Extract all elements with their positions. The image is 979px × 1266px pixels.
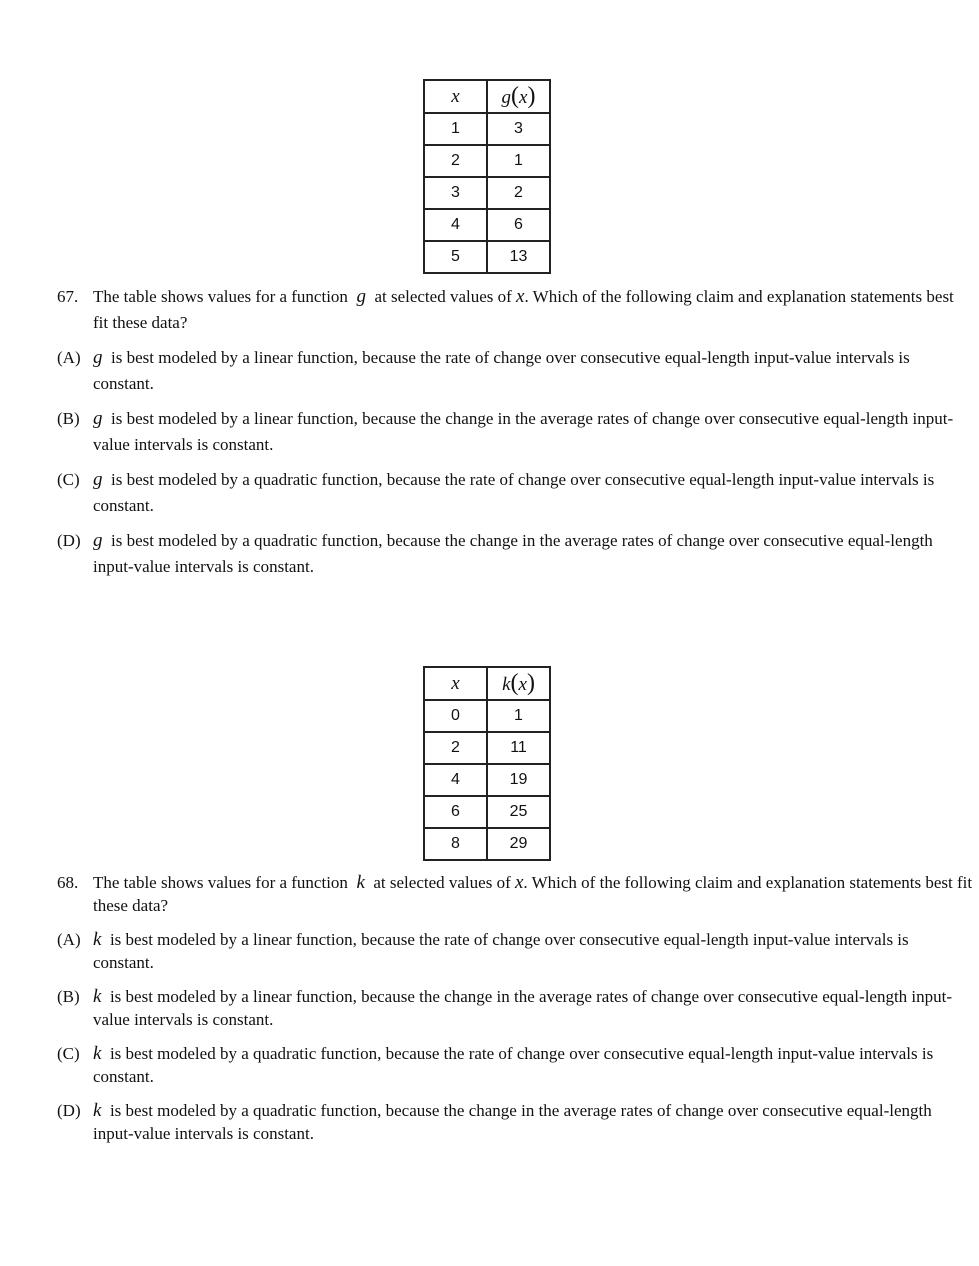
option-var: k: [93, 929, 102, 950]
option-var: k: [93, 986, 102, 1007]
cell-y: 29: [487, 828, 550, 860]
option-label: (C): [57, 470, 80, 489]
option-text: is best modeled by a linear function, because the change in the average rates of change over consecutive equal-length input-value intervals is constant.: [93, 987, 953, 1029]
table-row: [424, 732, 550, 764]
function-name: k: [502, 674, 511, 695]
table-header-row: [424, 80, 550, 113]
question-part3: . Which of the following claim and explanation statements best fit these data?: [93, 287, 954, 332]
cell-y: 13: [487, 241, 550, 273]
answer-option-a[interactable]: [57, 345, 973, 397]
question-part1: The table shows values for a function: [93, 287, 348, 306]
table-header-row: [424, 667, 550, 700]
option-var: g: [93, 469, 103, 490]
question-var-function: g: [356, 286, 366, 307]
option-text: is best modeled by a quadratic function, because the rate of change over consecutive equal-length input-value intervals is constant.: [93, 470, 935, 515]
option-var: k: [93, 1100, 102, 1121]
table-row: [424, 828, 550, 860]
value-table-k: [423, 666, 551, 861]
problem-67: [0, 79, 979, 580]
table-row: [424, 796, 550, 828]
answer-option-d[interactable]: [57, 528, 973, 580]
cell-y: 3: [487, 113, 550, 145]
cell-y: 19: [487, 764, 550, 796]
cell-x: 4: [424, 764, 487, 796]
cell-x: 3: [424, 177, 487, 209]
table-row: [424, 764, 550, 796]
cell-y: 1: [487, 145, 550, 177]
option-text: is best modeled by a quadratic function, because the rate of change over consecutive equal-length input-value intervals is constant.: [93, 1044, 934, 1086]
table-row: [424, 209, 550, 241]
function-arg: x: [519, 87, 528, 108]
question-text: [57, 284, 973, 336]
cell-y: 2: [487, 177, 550, 209]
option-label: (A): [57, 930, 81, 949]
answer-option-c[interactable]: [57, 1042, 973, 1088]
cell-x: 6: [424, 796, 487, 828]
question-part1: The table shows values for a function: [93, 873, 348, 892]
answer-option-c[interactable]: [57, 467, 973, 519]
question-var-x: x: [516, 286, 525, 307]
table-row: [424, 113, 550, 145]
table-row: [424, 177, 550, 209]
option-text: is best modeled by a linear function, because the rate of change over consecutive equal-length input-value intervals is constant.: [93, 348, 910, 393]
function-name: g: [501, 87, 512, 108]
question-part2: at selected values of: [373, 873, 511, 892]
problem-68: [0, 666, 979, 1145]
option-label: (D): [57, 1101, 81, 1120]
question-var-function: k: [356, 872, 365, 893]
answer-option-d[interactable]: [57, 1099, 973, 1145]
option-text: is best modeled by a linear function, because the rate of change over consecutive equal-length input-value intervals is constant.: [93, 930, 909, 972]
answer-option-a[interactable]: [57, 928, 973, 974]
option-var: g: [93, 530, 103, 551]
option-label: (A): [57, 348, 81, 367]
table-row: [424, 241, 550, 273]
header-function: g(x): [487, 80, 550, 113]
question-part2: at selected values of: [374, 287, 512, 306]
cell-x: 4: [424, 209, 487, 241]
option-label: (D): [57, 531, 81, 550]
option-var: k: [93, 1043, 102, 1064]
question-number: 67.: [57, 287, 79, 306]
value-table-g: [423, 79, 551, 274]
cell-x: 0: [424, 700, 487, 732]
cell-y: 1: [487, 700, 550, 732]
option-text: is best modeled by a quadratic function, because the change in the average rates of change over consecutive equal-length input-value intervals is constant.: [93, 1101, 932, 1143]
cell-y: 6: [487, 209, 550, 241]
answer-option-b[interactable]: [57, 406, 973, 458]
cell-x: 8: [424, 828, 487, 860]
function-arg: x: [518, 674, 527, 695]
option-label: (B): [57, 409, 80, 428]
question-part3: . Which of the following claim and explanation statements best fit these data?: [93, 873, 973, 915]
option-label: (C): [57, 1044, 80, 1063]
option-var: g: [93, 347, 103, 368]
cell-x: 2: [424, 732, 487, 764]
option-var: g: [93, 408, 103, 429]
header-x: x: [424, 667, 487, 700]
header-function: k(x): [487, 667, 550, 700]
cell-x: 1: [424, 113, 487, 145]
option-label: (B): [57, 987, 80, 1006]
cell-y: 25: [487, 796, 550, 828]
option-text: is best modeled by a quadratic function, because the change in the average rates of change over consecutive equal-length input-value intervals is constant.: [93, 531, 933, 576]
answer-option-b[interactable]: [57, 985, 973, 1031]
header-x: x: [424, 80, 487, 113]
option-text: is best modeled by a linear function, because the change in the average rates of change over consecutive equal-length input-value intervals is constant.: [93, 409, 954, 454]
table-row: [424, 700, 550, 732]
cell-x: 5: [424, 241, 487, 273]
question-var-x: x: [514, 872, 524, 893]
question-text: [57, 871, 973, 917]
cell-y: 11: [487, 732, 550, 764]
table-row: [424, 145, 550, 177]
question-number: 68.: [57, 873, 79, 892]
cell-x: 2: [424, 145, 487, 177]
